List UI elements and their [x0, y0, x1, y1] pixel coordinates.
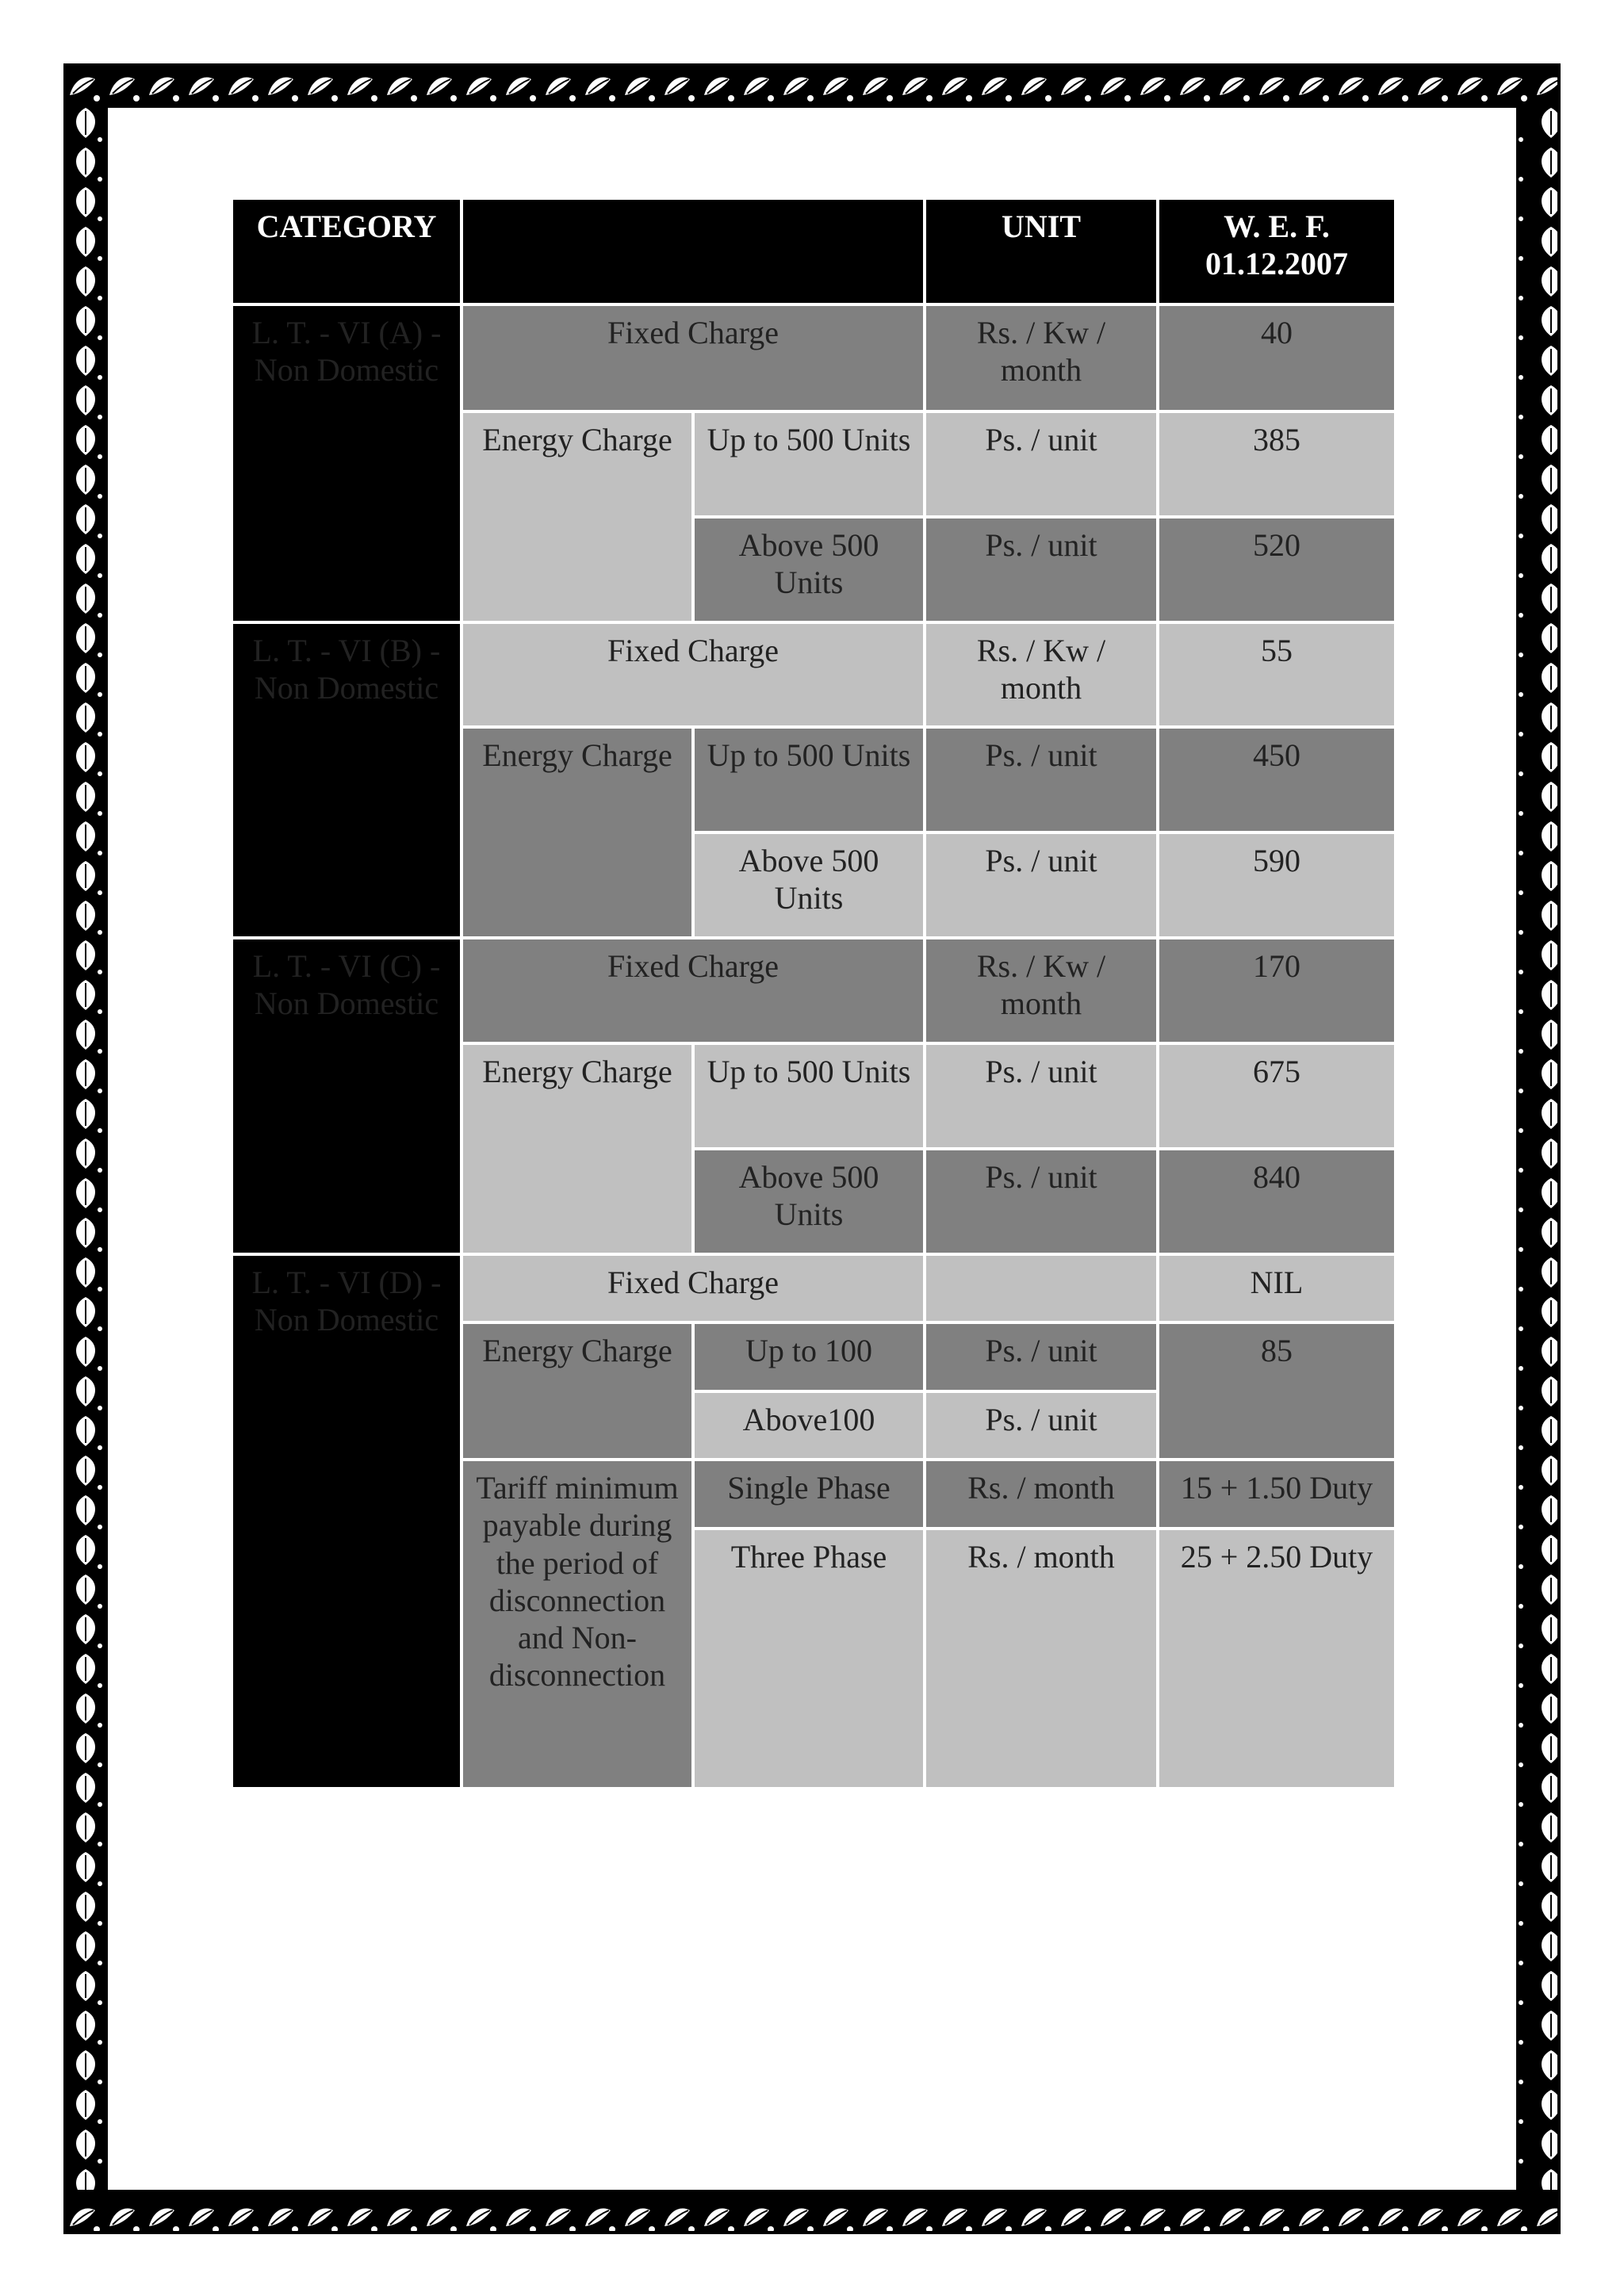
value-cell: 55: [1158, 622, 1396, 728]
table-row: [232, 304, 1396, 411]
tier-label: Above 500 Units: [693, 832, 925, 938]
unit-cell: Rs. / Kw / month: [925, 938, 1158, 1043]
energy-charge-label: Energy Charge: [462, 1043, 693, 1254]
tier-label: Up to 500 Units: [693, 1043, 925, 1149]
value-cell: 40: [1158, 304, 1396, 411]
unit-cell: Ps. / unit: [925, 832, 1158, 938]
value-cell: 450: [1158, 727, 1396, 832]
tariff-table: [230, 197, 1397, 1790]
phase-label: Single Phase: [693, 1460, 925, 1529]
unit-cell: Ps. / unit: [925, 727, 1158, 832]
unit-cell: Ps. / unit: [925, 411, 1158, 517]
tier-label: Up to 500 Units: [693, 727, 925, 832]
table-header-row: [232, 198, 1396, 304]
unit-cell: Ps. / unit: [925, 1322, 1158, 1391]
unit-cell: Rs. / Kw / month: [925, 304, 1158, 411]
value-cell: NIL: [1158, 1254, 1396, 1323]
unit-cell: Ps. / unit: [925, 1149, 1158, 1254]
value-cell: 385: [1158, 411, 1396, 517]
value-cell: 85: [1158, 1322, 1396, 1460]
unit-cell: Ps. / unit: [925, 517, 1158, 622]
value-cell: 840: [1158, 1149, 1396, 1254]
tier-label: Up to 500 Units: [693, 411, 925, 517]
value-cell: 520: [1158, 517, 1396, 622]
category-name: L. T. - VI (A) -Non Domestic: [232, 304, 462, 622]
value-cell: 25 + 2.50 Duty: [1158, 1529, 1396, 1789]
unit-cell: Rs. / month: [925, 1460, 1158, 1529]
tier-label: Above100: [693, 1391, 925, 1460]
fixed-charge-label: Fixed Charge: [462, 1254, 925, 1323]
energy-charge-label: Energy Charge: [462, 411, 693, 622]
tariff-minimum-label: Tariff minimum payable during the period of disconnection and Non-disconnection: [462, 1460, 693, 1789]
unit-cell: Rs. / month: [925, 1529, 1158, 1789]
unit-cell: Rs. / Kw / month: [925, 622, 1158, 728]
unit-cell: Ps. / unit: [925, 1391, 1158, 1460]
value-cell: 170: [1158, 938, 1396, 1043]
fixed-charge-label: Fixed Charge: [462, 304, 925, 411]
value-cell: 590: [1158, 832, 1396, 938]
fixed-charge-label: Fixed Charge: [462, 938, 925, 1043]
category-name: L. T. - VI (B) - Non Domestic: [232, 622, 462, 939]
energy-charge-label: Energy Charge: [462, 1322, 693, 1460]
table-row: [232, 1254, 1396, 1323]
unit-cell: Ps. / unit: [925, 1043, 1158, 1149]
header-unit: UNIT: [925, 198, 1158, 304]
fixed-charge-label: Fixed Charge: [462, 622, 925, 728]
phase-label: Three Phase: [693, 1529, 925, 1789]
table-row: [232, 622, 1396, 728]
header-description: [462, 198, 925, 304]
unit-cell: [925, 1254, 1158, 1323]
energy-charge-label: Energy Charge: [462, 727, 693, 938]
header-wef: W. E. F. 01.12.2007: [1158, 198, 1396, 304]
tier-label: Above 500 Units: [693, 1149, 925, 1254]
value-cell: 675: [1158, 1043, 1396, 1149]
category-name: L. T. - VI (C) - Non Domestic: [232, 938, 462, 1254]
tier-label: Above 500 Units: [693, 517, 925, 622]
header-category: CATEGORY: [232, 198, 462, 304]
table-row: [232, 938, 1396, 1043]
tier-label: Up to 100: [693, 1322, 925, 1391]
category-name: L. T. - VI (D) - Non Domestic: [232, 1254, 462, 1789]
value-cell: 15 + 1.50 Duty: [1158, 1460, 1396, 1529]
